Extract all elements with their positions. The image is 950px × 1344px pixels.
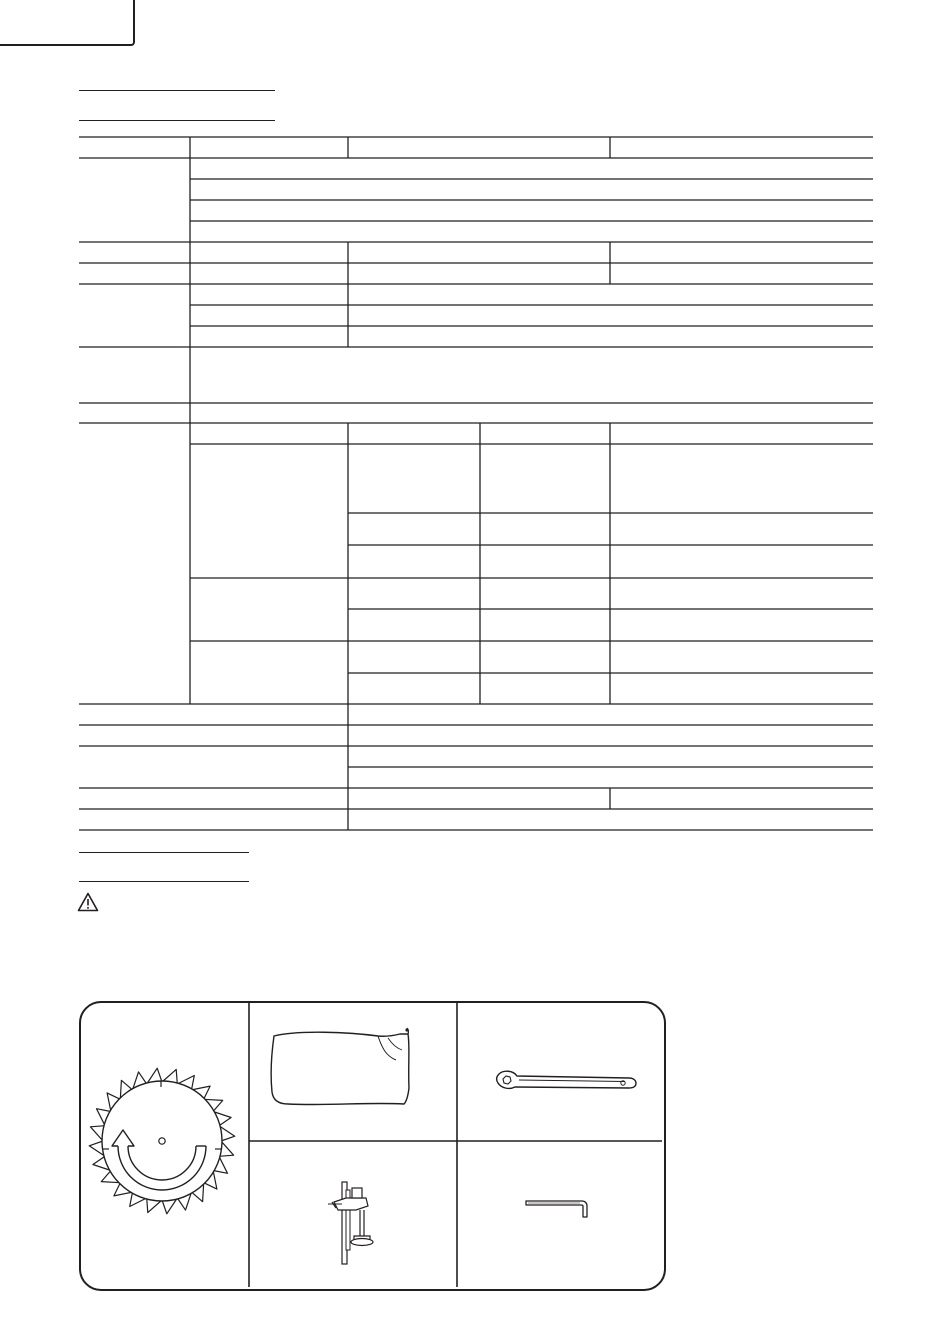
saw-blade-icon [86,1062,238,1220]
hex-bar-wrench-icon [524,1198,590,1220]
vise-assembly-icon [326,1180,378,1268]
dust-bag-icon [268,1026,418,1108]
wrench-icon [495,1068,637,1094]
